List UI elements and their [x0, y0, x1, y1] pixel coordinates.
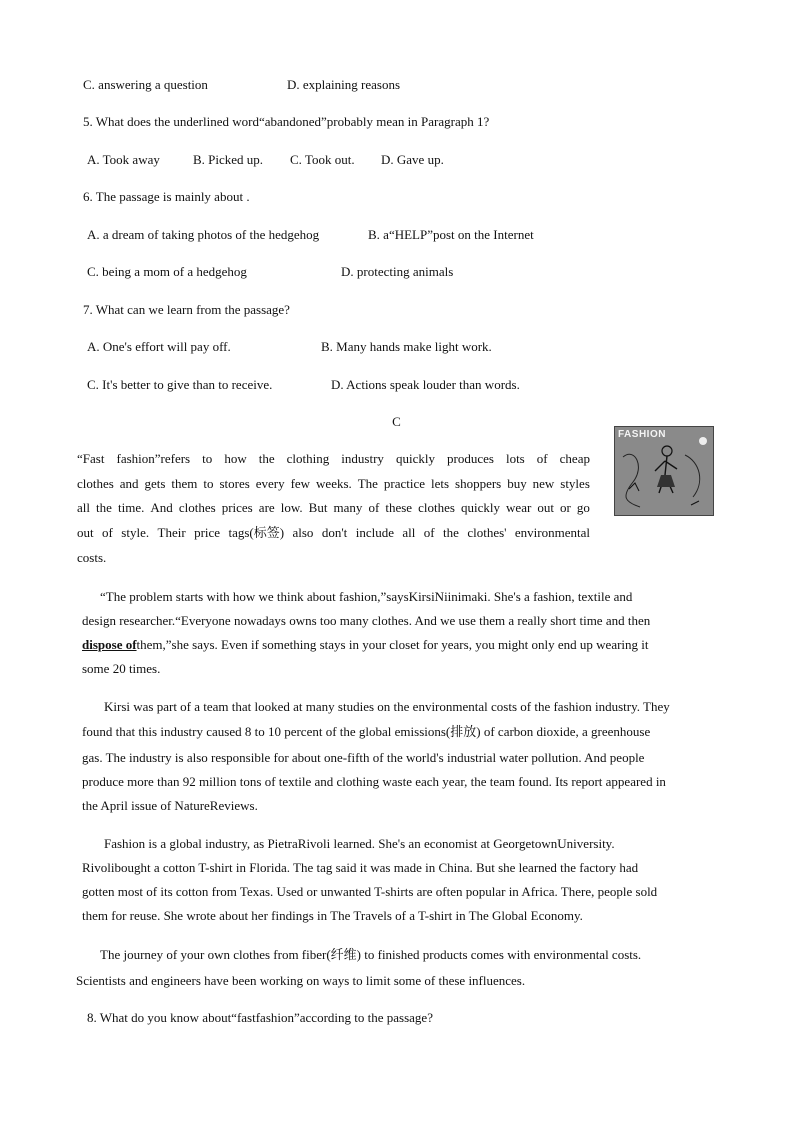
q5-option-a: A. Took away [87, 152, 160, 167]
p1-line-5: costs. [77, 550, 107, 565]
p2-line-4: some 20 times. [82, 661, 161, 676]
question-6: 6. The passage is mainly about . [83, 189, 250, 204]
q6-option-c: C. being a mom of a hedgehog [87, 264, 247, 279]
p1-line-2: clothes and gets them to stores every few weeks. The practice lets shoppers buy new styles [77, 476, 590, 491]
section-heading: C [392, 414, 401, 429]
p4-line-1: Fashion is a global industry, as PietraRivoli learned. She's an economist at GeorgetownUniversity. [104, 836, 615, 851]
p2-line-2: design researcher.“Everyone nowadays owns too many clothes. And we use them a really short time and then [82, 613, 651, 628]
q5-option-c: C. Took out. [290, 152, 355, 167]
q7-option-c: C. It's better to give than to receive. [87, 377, 273, 392]
q5-option-d: D. Gave up. [381, 152, 444, 167]
question-7: 7. What can we learn from the passage? [83, 302, 290, 317]
p2-line-3 [82, 638, 649, 651]
p1-line-4: out of style. Their price tags(标签) also don't include all of the clothes' environmental [77, 525, 590, 540]
p1-line-3: all the time. And clothes prices are low. But many of these clothes quickly wear out or go [77, 500, 590, 515]
p3-line-2: found that this industry caused 8 to 10 percent of the global emissions(排放) of carbon dioxide, a greenhouse [82, 724, 651, 739]
p4-line-2: Rivolibought a cotton T-shirt in Florida. The tag said it was made in China. But she learned the factory had [82, 860, 639, 875]
p4-line-3: gotten most of its cotton from Texas. Used or unwanted T-shirts are often popular in Africa. There, people sold [82, 884, 658, 899]
q4-option-c: C. answering a question [83, 77, 208, 92]
sketch-figure-icon [615, 427, 713, 515]
p3-line-1: Kirsi was part of a team that looked at many studies on the environmental costs of the fashion industry. They [104, 699, 670, 714]
p2-line-1: “The problem starts with how we think about fashion,”saysKirsiNiinimaki. She's a fashion, textile and [100, 589, 633, 604]
q7-option-d: D. Actions speak louder than words. [331, 377, 520, 392]
p3-line-3: gas. The industry is also responsible for about one-fifth of the world's industrial water pollution. And people [82, 750, 645, 765]
p3-line-5: the April issue of NatureReviews. [82, 798, 258, 813]
p5-line-1: The journey of your own clothes from fiber(纤维) to finished products comes with environmental costs. [100, 947, 642, 962]
question-8: 8. What do you know about“fastfashion”according to the passage? [87, 1010, 433, 1025]
p5-line-2: Scientists and engineers have been working on ways to limit some of these influences. [76, 973, 526, 988]
question-5: 5. What does the underlined word“abandoned”probably mean in Paragraph 1? [83, 114, 490, 129]
p3-line-4: produce more than 92 million tons of textile and clothing waste each year, the team found. Its report appeared in [82, 774, 666, 789]
fashion-illustration [614, 426, 714, 516]
q5-option-b: B. Picked up. [193, 152, 264, 167]
underlined-phrase: dispose of [82, 637, 137, 652]
p4-line-4: them for reuse. She wrote about her findings in The Travels of a T-shirt in The Global Economy. [82, 908, 583, 923]
q6-option-b: B. a“HELP”post on the Internet [368, 227, 534, 242]
p1-line-1: “Fast fashion”refers to how the clothing industry quickly produces lots of cheap [77, 451, 590, 466]
p2-line-3-rest: them,”she says. Even if something stays in your closet for years, you might only end up wearing it [136, 637, 649, 652]
q4-option-d: D. explaining reasons [287, 77, 401, 92]
q7-option-a: A. One's effort will pay off. [87, 339, 231, 354]
q6-option-a: A. a dream of taking photos of the hedgehog [87, 227, 320, 242]
q6-option-d: D. protecting animals [341, 264, 454, 279]
q7-option-b: B. Many hands make light work. [321, 339, 492, 354]
illustration-caption: FASHION [618, 429, 666, 440]
